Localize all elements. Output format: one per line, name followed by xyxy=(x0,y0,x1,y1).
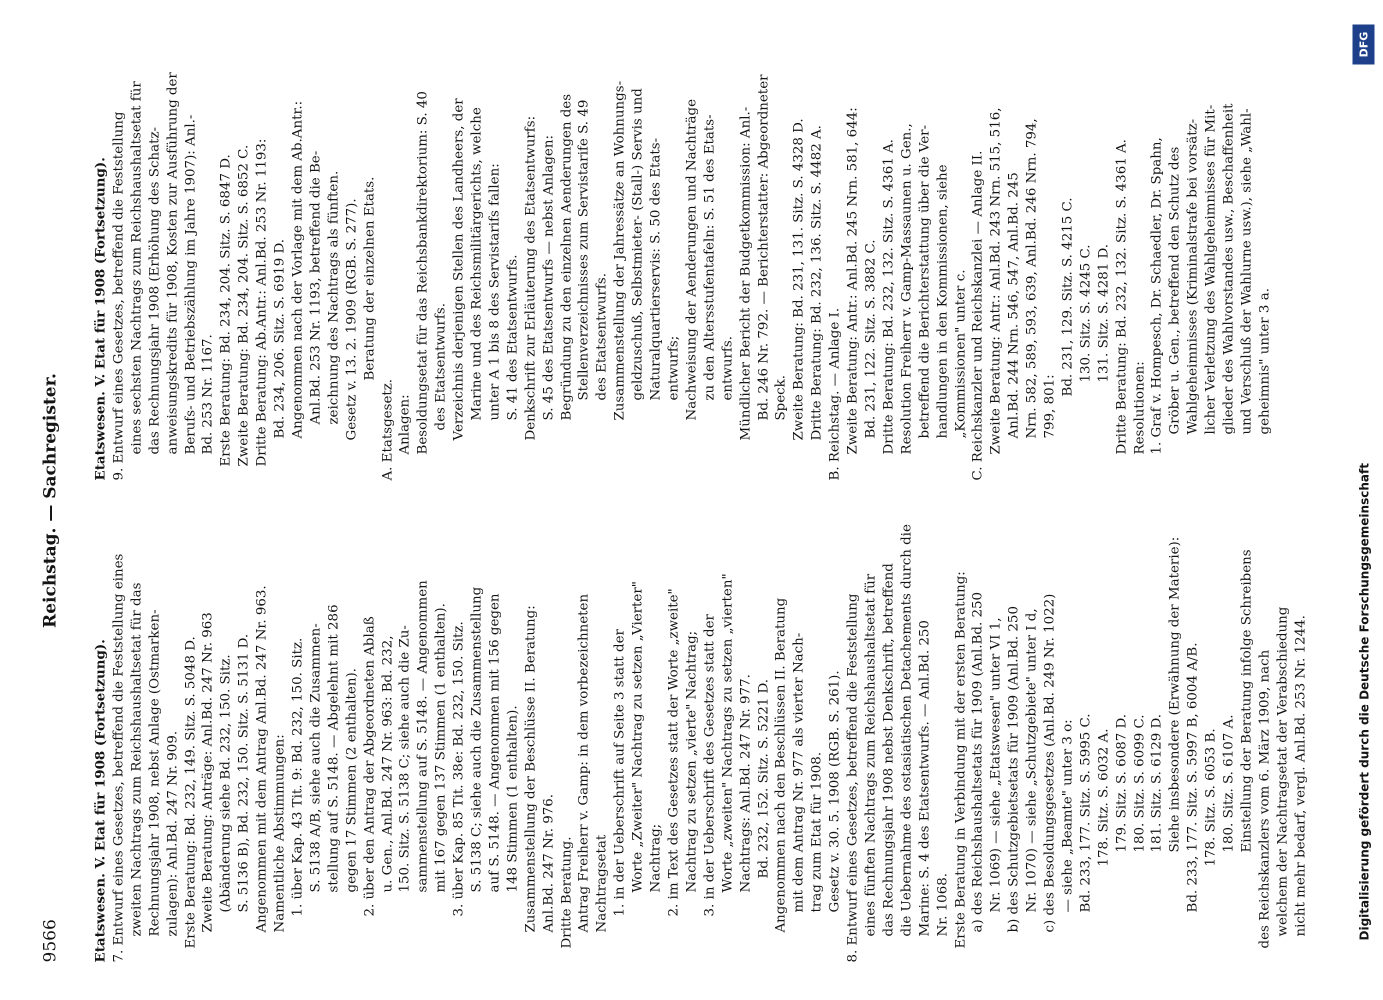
text-line: Nr. 1069) — siehe „Etatswesen" unter VI 1, xyxy=(988,616,1004,912)
text-line: Dritte Beratung. xyxy=(558,836,574,948)
column-left xyxy=(92,524,1310,962)
text-line: eines fünften Nachtrags zum Reichshaushaltsetat für xyxy=(862,573,878,936)
text-line: Etatswesen. V. Etat für 1908 (Fortsetzung). xyxy=(92,638,108,962)
text-line: Wahlgeheimnisses (Kriminalstrafe bei vorsätz- xyxy=(1185,118,1201,434)
text-line: eines sechsten Nachtrags zum Reichshaushaltsetat für xyxy=(128,80,144,454)
text-line: Zusammenstellung der Beschlüsse II. Beratung: xyxy=(522,604,538,932)
text-line: glieder des Wahlvorstandes usw., Beschaffenheit xyxy=(1221,103,1237,434)
text-line: a) des Reichshaushaltsetats für 1909 (Anl.Bd. 250 xyxy=(970,591,986,932)
text-line: Bd. 234, 206. Sitz. S. 6919 D. xyxy=(272,238,288,438)
text-line: 2. im Text des Gesetzes statt der Worte „zweite" xyxy=(666,587,681,916)
text-line: 1. in der Ueberschrift auf Seite 3 statt der xyxy=(612,628,628,916)
text-line: Speck. xyxy=(773,374,789,420)
text-line: zu den Altersstufentafeln: S. 51 des Etats- xyxy=(701,113,717,400)
text-line: Anl.Bd. 253 Nr. 1193, betreffend die Be- xyxy=(307,150,323,424)
text-line: auf S. 5148. — Angenommen mit 156 gegen xyxy=(486,593,502,892)
text-line: Resolutionen: xyxy=(1131,360,1147,454)
text-line: Nachtragsetat xyxy=(594,834,610,932)
text-line: Marine: S. 4 des Etatsentwurfs. — Anl.Bd. 250 xyxy=(916,619,932,936)
text-line: betreffend die Berichterstattung über die Ver- xyxy=(916,124,932,438)
digitization-credit: Digitalisierung gefördert durch die Deutsche Forschungsgemeinschaft xyxy=(1357,462,1371,940)
text-line: Erste Beratung in Verbindung mit der ersten Beratung: xyxy=(952,570,968,948)
text-line: Nachtrags: Anl.Bd. 247 Nr. 977. xyxy=(737,673,753,892)
text-line: Einstellung der Beratung infolge Schreibens xyxy=(1239,548,1254,852)
text-line: Zweite Beratung: Anträge: Anl.Bd. 247 Nr. 963 xyxy=(200,611,216,932)
text-line: 7. Entwurf eines Gesetzes, betreffend die Feststellung eines xyxy=(110,553,126,962)
text-line: und Verschluß der Wahlurne usw.), siehe „Wahl- xyxy=(1239,107,1254,434)
text-line: Begründung zu den einzelnen Aenderungen des xyxy=(558,93,574,420)
text-line: 799, 801: xyxy=(1042,373,1058,438)
text-line: Gröber u. Gen., betreffend den Schutz des xyxy=(1167,146,1183,434)
text-line: Gesetz v. 13. 2. 1909 (RGB. S. 277). xyxy=(343,197,359,440)
text-line: Worte „Zweiter" Nachtrag zu setzen „Vierter" xyxy=(630,580,646,892)
text-line: Nachweisung der Aenderungen und Nachträge xyxy=(683,98,699,420)
text-line: trag zum Etat für 1908. xyxy=(809,751,825,912)
running-title: Reichstag. — Sachregister. xyxy=(40,372,60,628)
text-line: S. 5136 B), Bd. 232, 150. Sitz. S. 5131 D. xyxy=(236,633,252,912)
text-line: geldzuschuß, Selbstmieter- (Stall-) Servis und xyxy=(630,87,646,400)
text-line: 131. Sitz. S. 4281 D. xyxy=(1095,243,1111,382)
text-line: Erste Beratung: Bd. 234, 204. Sitz. S. 6847 D. xyxy=(218,153,234,466)
text-line: mit 167 gegen 137 Stimmen (1 enthalten). xyxy=(433,602,449,892)
text-line: C. Reichskanzler und Reichskanzlei — Anlage II. xyxy=(970,150,986,480)
text-line: Bd. 231, 122. Sitz. S. 3882 C. xyxy=(862,238,878,438)
text-line: Marine und des Reichsmilitärgerichts, welche xyxy=(469,106,485,420)
text-line: Nr. 1070) — siehe „Schutzgebiete" unter I d, xyxy=(1024,607,1040,912)
text-line: Besoldungsetat für das Reichsbankdirektorium: S. 40 xyxy=(415,90,431,454)
text-line: Zusammenstellung der Jahressätze an Wohnungs- xyxy=(612,80,628,420)
text-line: Bd. 233, 177. Sitz. S. 5997 B, 6004 A/B. xyxy=(1185,642,1201,912)
text-line: Anl.Bd. 247 Nr. 976. xyxy=(540,793,556,932)
text-line: entwurfs; xyxy=(666,335,681,400)
text-line: Verzeichnis derjenigen Stellen des Landheers, der xyxy=(451,97,467,440)
text-line: 3. über Kap. 85 Tit. 38e: Bd. 232, 150. Sitz. xyxy=(451,620,467,916)
text-line: geheimnis" unter 3 a. xyxy=(1256,287,1272,434)
text-line: Angenommen nach der Vorlage mit dem Ab.Antr.: xyxy=(289,100,305,438)
text-line: 179. Sitz. S. 6087 D. xyxy=(1113,713,1129,852)
text-line: Anl.Bd. 244 Nrn. 546, 547, Anl.Bd. 245 xyxy=(1006,171,1022,438)
text-line: „Kommissionen" unter c. xyxy=(952,269,968,438)
text-line: stellung auf S. 5148. — Abgelehnt mit 286 xyxy=(325,603,341,892)
dfg-logo: DFG xyxy=(1352,24,1374,64)
text-line: entwurfs. xyxy=(719,335,735,400)
text-line: Beratung der einzelnen Etats. xyxy=(361,176,377,380)
text-line: das Rechnungsjahr 1908 nebst Denkschrift, betreffend xyxy=(880,562,896,936)
text-line: Siehe insbesondere (Erwähnung der Materie): xyxy=(1167,536,1183,852)
text-line: Berufs- und Betriebszählung im Jahre 1907): Anl.- xyxy=(182,114,198,454)
text-line: Naturalquartierservis: S. 50 des Etats- xyxy=(648,137,664,400)
text-line: Bd. 231, 129. Sitz. S. 4215 C. xyxy=(1059,196,1075,396)
text-line: Nrn. 582, 589, 593, 639, Anl.Bd. 246 Nrn. 794, xyxy=(1024,117,1040,438)
text-line: Dritte Beratung: Bd. 232, 136. Sitz. S. 4482 A. xyxy=(809,124,825,440)
text-line: b) des Schutzgebietsetats für 1909 (Anl.Bd. 250 xyxy=(1006,605,1022,932)
text-line: mit dem Antrag Nr. 977 als vierter Nach- xyxy=(791,632,807,912)
text-line: 178. Sitz. S. 6053 B. xyxy=(1203,727,1219,866)
text-line: die Uebernahme des ostasiatischen Detachements durch die xyxy=(898,523,914,936)
text-line: des Etatsentwurfs. xyxy=(433,302,449,430)
text-line: welchem der Nachtragsetat der Verabschiedung xyxy=(1274,606,1290,936)
text-line: Denkschrift zur Erläuterung des Etatsentwurfs: xyxy=(522,115,538,440)
text-line: Bd. 253 Nr. 1167. xyxy=(200,333,216,454)
text-line: das Rechnungsjahr 1908 (Erhöhung des Schatz- xyxy=(146,126,162,454)
text-line: Erste Beratung: Bd. 232, 149. Sitz. S. 5048 D. xyxy=(182,635,198,948)
text-line: Nachtrag zu setzen „vierte" Nachtrag; xyxy=(683,630,699,892)
text-line: sammenstellung auf S. 5148. — Angenommen xyxy=(415,579,431,892)
text-line: 8. Entwurf eines Gesetzes, betreffend die Feststellung xyxy=(845,593,861,962)
text-line: Bd. 233, 177. Sitz. S. 5995 C. xyxy=(1077,712,1093,912)
text-line: 180. Sitz. S. 6099 C. xyxy=(1131,713,1147,852)
text-line: des Etatsentwurfs. xyxy=(594,272,610,400)
text-line: 1. über Kap. 43 Tit. 9: Bd. 232, 150. Sitz. xyxy=(289,637,305,916)
text-line: Antrag Freiherr v. Gamp: in dem vorbezeichneten xyxy=(576,593,592,932)
page-number: 9566 xyxy=(40,918,60,962)
text-line: 1. Graf v. Hompesch, Dr. Schaedler, Dr. Spahn, xyxy=(1149,136,1165,454)
text-line: S. 41 des Etatsentwurfs. xyxy=(504,253,520,420)
text-line: Gesetz v. 30. 5. 1908 (RGB. S. 261). xyxy=(827,669,843,912)
text-line: B. Reichstag. — Anlage I. xyxy=(827,307,843,480)
text-line: A. Etatsgesetz. xyxy=(379,378,395,480)
text-line: Anlagen: xyxy=(397,393,413,454)
text-line: anweisungskredits für 1908, Kosten zur Ausführung der xyxy=(164,71,180,454)
text-line: Bd. 232, 152. Sitz. S. 5221 D. xyxy=(755,678,771,878)
text-line: 9. Entwurf eines Gesetzes, betreffend die Feststellung xyxy=(110,111,126,480)
page-header xyxy=(30,0,70,1000)
text-line: S. 5138 A/B, siehe auch die Zusammen- xyxy=(307,622,323,892)
text-line: Zweite Beratung: Bd. 231, 131. Sitz. S. 4328 D. xyxy=(791,117,807,440)
text-line: Zweite Beratung: Antr.: Anl.Bd. 243 Nrn. 515, 516, xyxy=(988,107,1004,454)
text-line: u. Gen., Anl.Bd. 247 Nr. 963: Bd. 232, xyxy=(379,635,395,892)
text-line: Angenommen nach den Beschlüssen II. Beratung xyxy=(773,597,789,932)
text-line: Bd. 246 Nr. 792. — Berichterstatter: Abgeordneter xyxy=(755,73,771,420)
text-line: (Abänderung siehe Bd. 232, 150. Sitz. xyxy=(218,653,234,912)
text-line: Rechnungsjahr 1908, nebst Anlage (Ostmarken- xyxy=(146,608,162,936)
text-line: Etatswesen. V. Etat für 1908 (Fortsetzung). xyxy=(92,156,108,480)
text-line: 3. in der Ueberschrift des Gesetzes statt der xyxy=(701,613,717,916)
text-line: 150. Sitz. S. 5138 C; siehe auch die Zu- xyxy=(397,624,413,892)
text-line: zeichnung des Nachtrags als fünften. xyxy=(325,170,341,424)
text-line: Angenommen mit dem Antrag Anl.Bd. 247 Nr. 963. xyxy=(254,584,270,932)
text-line: nicht mehr bedarf, vergl. Anl.Bd. 253 Nr. 1244. xyxy=(1292,614,1308,936)
text-line: Zweite Beratung: Bd. 234, 204. Sitz. S. 6852 C. xyxy=(236,144,252,466)
text-line: licher Verletzung des Wahlgeheimnisses für Mit- xyxy=(1203,104,1219,434)
text-line: Dritte Beratung: Bd. 232, 132. Sitz. S. 4361 A. xyxy=(880,138,896,454)
text-line: zweiten Nachtrags zum Reichshaushaltsetat für das xyxy=(128,582,144,936)
text-line: S. 5138 C; siehe auch die Zusammenstellung xyxy=(469,586,485,892)
text-line: zulagen): Anl.Bd. 247 Nr. 909. xyxy=(164,730,180,936)
text-line: c) des Besoldungsgesetzes (Anl.Bd. 249 Nr. 1022) xyxy=(1042,593,1058,932)
text-line: Namentliche Abstimmungen: xyxy=(272,733,288,932)
text-line: Dritte Beratung: Bd. 232, 132. Sitz. S. 4361 A. xyxy=(1113,138,1129,454)
text-line: Zweite Beratung: Antr.: Anl.Bd. 245 Nrn. 581, 644: xyxy=(845,106,861,454)
text-line: Mündlicher Bericht der Budgetkommission: Anl.- xyxy=(737,106,753,440)
text-line: 180. Sitz. S. 6107 A. xyxy=(1221,714,1237,852)
text-line: handlungen in den Kommissionen, siehe xyxy=(934,163,950,438)
text-line: Nachtrag; xyxy=(648,823,664,892)
text-line: Dritte Beratung: Ab.Antr.: Anl.Bd. 253 Nr. 1193: xyxy=(254,138,270,466)
text-line: 148 Stimmen (1 enthalten). xyxy=(504,704,520,892)
text-line: des Reichskanzlers vom 6. März 1909, nach xyxy=(1256,649,1272,948)
text-line: Nr. 1068. xyxy=(934,872,950,936)
text-line: Resolution Freiherr v. Gamp-Massaunen u. Gen., xyxy=(898,122,914,454)
text-line: S. 45 des Etatsentwurfs — nebst Anlagen: xyxy=(540,134,556,420)
column-right xyxy=(92,72,1274,480)
text-line: 178. Sitz. S. 6032 A. xyxy=(1095,728,1111,866)
text-line: gegen 17 Stimmen (2 enthalten). xyxy=(343,667,359,892)
text-line: 181. Sitz. S. 6129 D. xyxy=(1149,713,1165,852)
text-line: — siehe „Beamte" unter 3 o: xyxy=(1059,718,1075,912)
text-line: Stellenverzeichnisses zum Servistarife S. 49 xyxy=(576,99,592,400)
text-line: Worte „zweiten" Nachtrags zu setzen „vierten" xyxy=(719,572,735,892)
text-line: unter A 1 bis 8 des Servistarifs fallen: xyxy=(486,162,502,420)
text-line: 2. über den Antrag der Abgeordneten Ablaß xyxy=(361,615,377,916)
text-line: 130. Sitz. S. 4245 C. xyxy=(1077,243,1093,382)
